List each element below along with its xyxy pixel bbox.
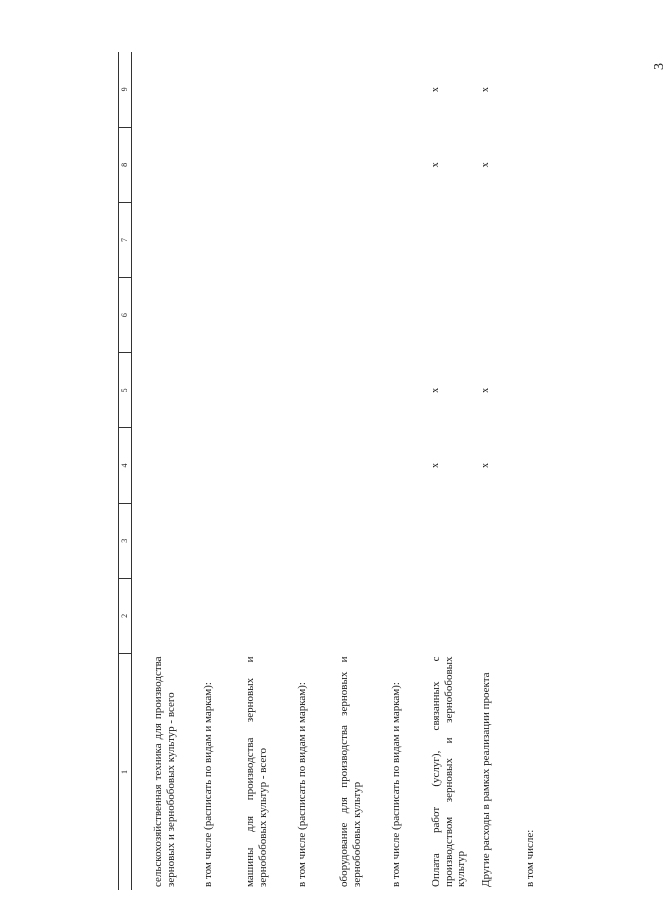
cell <box>512 353 544 428</box>
cell <box>194 578 236 653</box>
cell <box>328 428 380 503</box>
column-number: 9 <box>119 52 132 127</box>
cell <box>194 353 236 428</box>
cell-x-mark: x <box>480 162 491 168</box>
cell <box>236 503 286 578</box>
cell <box>286 428 328 503</box>
cell <box>512 503 544 578</box>
cell <box>328 52 380 127</box>
table-header-row <box>119 52 132 890</box>
cell <box>422 278 472 353</box>
cell <box>472 578 512 653</box>
cell <box>512 428 544 503</box>
row-label: Оплата работ (услуг), связанных с производством зерновых и зернобобовых культур <box>430 656 468 887</box>
cell-x-mark: x <box>480 387 491 393</box>
column-number: 8 <box>119 127 132 202</box>
cell <box>328 503 380 578</box>
cell <box>132 428 195 503</box>
table-row <box>194 52 236 890</box>
cell <box>132 52 195 127</box>
table-row <box>512 52 544 890</box>
cell <box>328 353 380 428</box>
cell <box>512 127 544 202</box>
cell <box>236 202 286 277</box>
cell <box>422 503 472 578</box>
table-row <box>286 52 328 890</box>
cell <box>236 52 286 127</box>
cell <box>286 52 328 127</box>
cell <box>194 503 236 578</box>
table-row <box>422 52 472 890</box>
cell <box>194 202 236 277</box>
column-number: 4 <box>119 428 132 503</box>
cell <box>286 202 328 277</box>
cell <box>328 578 380 653</box>
cell <box>132 578 195 653</box>
cell <box>380 202 422 277</box>
column-number: 7 <box>119 202 132 277</box>
row-label: в том числе (расписать по видам и маркам): <box>296 682 308 887</box>
cell <box>286 278 328 353</box>
cell <box>380 278 422 353</box>
document-table-container <box>118 52 536 890</box>
page-number: 3 <box>652 63 667 70</box>
cell <box>328 202 380 277</box>
cell <box>512 278 544 353</box>
cell <box>380 503 422 578</box>
column-number: 3 <box>119 503 132 578</box>
cell <box>132 202 195 277</box>
cell-x-mark: x <box>480 463 491 469</box>
table-row <box>472 52 512 890</box>
cell <box>132 278 195 353</box>
cell <box>236 127 286 202</box>
cell <box>422 202 472 277</box>
row-label: в том числе (расписать по видам и маркам): <box>202 682 214 887</box>
column-number: 2 <box>119 578 132 653</box>
cell <box>286 353 328 428</box>
cell <box>194 278 236 353</box>
table-row <box>132 52 195 890</box>
cell <box>328 127 380 202</box>
cell-x-mark: x <box>430 87 441 93</box>
table-row <box>236 52 286 890</box>
cell <box>132 353 195 428</box>
cell-x-mark: x <box>430 162 441 168</box>
row-label: в том числе: <box>524 829 536 887</box>
cell <box>132 503 195 578</box>
row-label: сельскохозяйственная техника для производства зерновых и зернобобовых культур - всего <box>152 656 177 887</box>
row-label: в том числе (расписать по видам и маркам): <box>390 682 402 887</box>
cell <box>472 278 512 353</box>
cell <box>380 428 422 503</box>
cell <box>194 428 236 503</box>
cell-x-mark: x <box>430 463 441 469</box>
cell <box>380 52 422 127</box>
cell <box>512 202 544 277</box>
cell <box>512 52 544 127</box>
cell <box>194 127 236 202</box>
cell <box>380 578 422 653</box>
cell <box>512 578 544 653</box>
table-row <box>328 52 380 890</box>
cell <box>286 127 328 202</box>
cell <box>472 202 512 277</box>
cell <box>236 578 286 653</box>
row-label: машины для производства зерновых и зернобобовых культур - всего <box>244 656 269 887</box>
cell-x-mark: x <box>430 387 441 393</box>
column-number: 5 <box>119 353 132 428</box>
cell <box>236 353 286 428</box>
cell <box>236 278 286 353</box>
cell <box>328 278 380 353</box>
expense-table <box>118 52 544 890</box>
cell <box>286 503 328 578</box>
cell <box>472 503 512 578</box>
cell <box>132 127 195 202</box>
table-row <box>380 52 422 890</box>
cell-x-mark: x <box>480 87 491 93</box>
cell <box>380 127 422 202</box>
cell <box>422 578 472 653</box>
cell <box>380 353 422 428</box>
column-number: 1 <box>119 653 132 890</box>
cell <box>194 52 236 127</box>
row-label: оборудование для производства зерновых и зернобобовых культур <box>338 656 363 887</box>
row-label: Другие расходы в рамках реализации проекта <box>480 672 492 887</box>
column-number: 6 <box>119 278 132 353</box>
cell <box>286 578 328 653</box>
cell <box>236 428 286 503</box>
